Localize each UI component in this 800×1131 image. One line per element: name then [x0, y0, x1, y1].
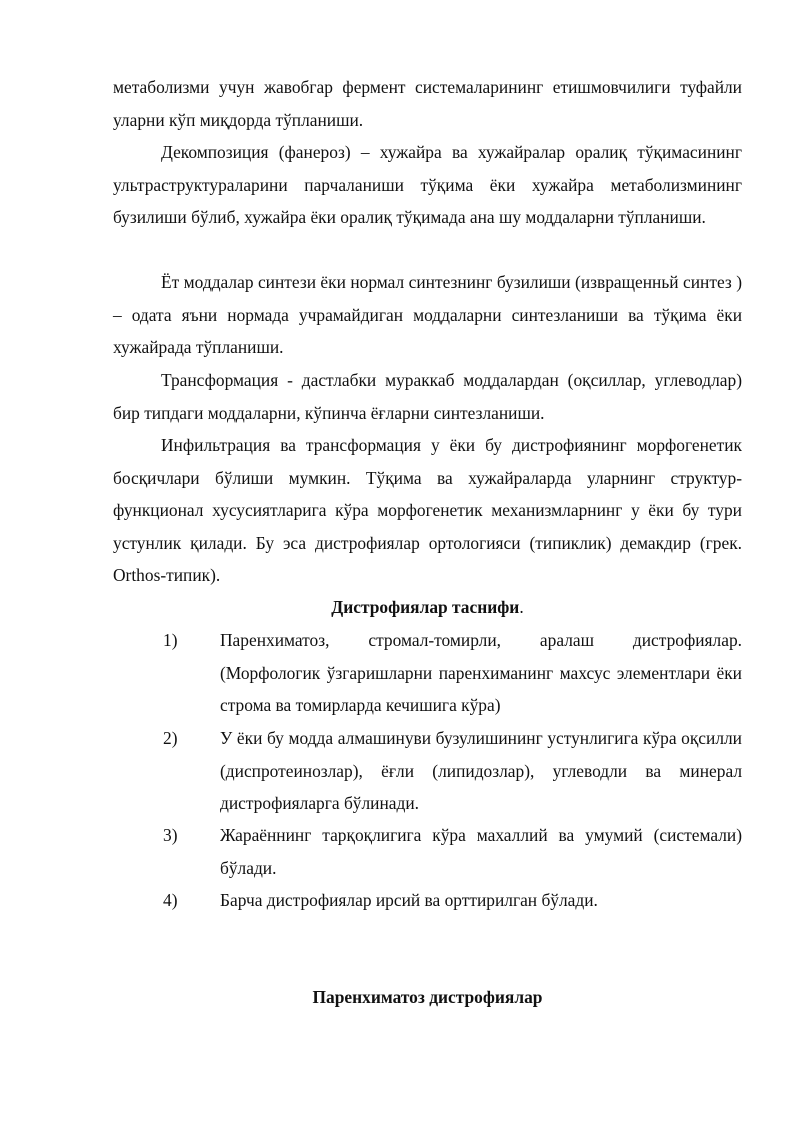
classification-title-suffix: . [519, 597, 524, 617]
classification-title: Дистрофиялар таснифи [331, 597, 520, 617]
paragraph-transformation: Трансформация - дастлабки мураккаб моддалардан (оқсиллар, углеводлар) бир типдаги моддаларни, кўпинча ёғларни синтезланиши. [113, 370, 742, 423]
paragraph-foreign-substances: Ёт моддалар синтези ёки нормал синтезнинг бузилиши (извращенньй синтез ) – одата яъни нормада учрамайдиган моддаларни синтезланиши ва тўқима ёки хужайрада тўпланиши. [113, 272, 742, 358]
list-item-text: У ёки бу модда алмашинуви бузулишининг устунлигига кўра оқсилли (диспротеинозлар), ёғли (липидозлар), углеводли ва минерал дистрофияларга бўлинади. [220, 728, 742, 814]
paragraph-metabolism: метаболизми учун жавобгар фермент системаларининг етишмовчилиги туфайли уларни кўп миқдорда тўпланиши. [113, 77, 742, 130]
section-heading: Паренхиматоз дистрофиялар [312, 987, 543, 1007]
list-item-number: 1) [163, 630, 178, 650]
list-item-number: 2) [163, 728, 178, 748]
list-item-number: 4) [163, 890, 178, 910]
list-item-text: Жараённинг тарқоқлигига кўра махаллий ва умумий (системали) бўлади. [220, 825, 742, 878]
paragraph-decomposition: Декомпозиция (фанероз) – хужайра ва хужайралар оралиқ тўқимасининг ультраструктураларини парчаланиши тўқима ёки хужайра метаболизмининг бузилиши бўлиб, хужайра ёки оралиқ тўқимада ана шу моддаларни тўпланиши. [113, 142, 742, 228]
paragraph-infiltration: Инфильтрация ва трансформация у ёки бу дистрофиянинг морфогенетик босқичлари бўлиши мумкин. Тўқима ва хужайраларда уларнинг структур-функционал хусусиятларига кўра морфогенетик механизмларнинг у ёки бу тури устунлик қилади. Бу эса дистрофиялар ортологияси (типиклик) демакдир (грек. Orthos-типик). [113, 435, 742, 586]
list-item-text: Барча дистрофиялар ирсий ва орттирилган бўлади. [220, 890, 598, 910]
classification-heading [113, 591, 742, 624]
list-item-number: 3) [163, 825, 178, 845]
list-item-text: Паренхиматоз, стромал-томирли, аралаш дистрофиялар. (Морфологик ўзгаришларни паренхиманинг махсус элементлари ёки строма ва томирларда кечишига кўра) [220, 630, 742, 716]
